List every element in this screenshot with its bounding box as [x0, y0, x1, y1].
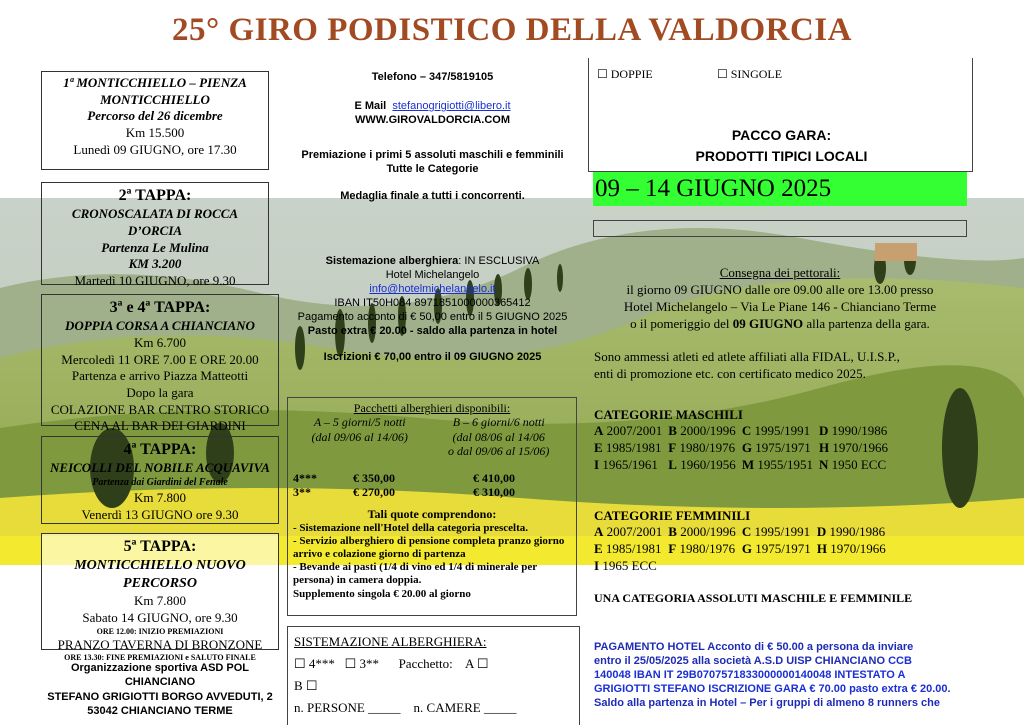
stage-4-sub: Partenza dai Giardini del Fenale: [92, 477, 228, 489]
price-row-4-a: € 350,00: [353, 470, 395, 485]
male-cat-letter: G: [741, 439, 752, 455]
stage-2-km: KM 3.200: [128, 256, 182, 272]
male-cat-years: 1985/1981: [605, 439, 662, 455]
male-cat-years: 1990/1986: [831, 423, 888, 438]
form-option-3-stars[interactable]: ☐ 3**: [344, 656, 380, 672]
hotel-form: [287, 626, 580, 725]
female-cat-letter: B: [668, 524, 677, 539]
form-title: SISTEMAZIONE ALBERGHIERA:: [294, 634, 487, 649]
includes-title: Tali quote comprendono:: [367, 507, 497, 522]
packages-title: Pacchetti alberghieri disponibili:: [353, 401, 511, 415]
payment-block: [594, 640, 1019, 710]
pacco-line1: PACCO GARA:: [731, 127, 832, 143]
male-cat-title: CATEGORIE MASCHILI: [594, 407, 743, 422]
male-cat-years: 1970/1966: [832, 439, 888, 455]
empty-box: [593, 220, 967, 237]
stage-3-heading: 3ª e 4ª TAPPA:: [109, 299, 211, 316]
male-cat-letter: H: [818, 439, 830, 455]
hotel-value: : IN ESCLUSIVA: [458, 255, 540, 267]
hotel-deposit: Pagamento acconto di € 50,00 entro il 5 GIUGNO 2025: [297, 311, 568, 324]
admission-line2: enti di promozione etc. con certificato medico 2025.: [594, 365, 866, 381]
form-option-a[interactable]: A ☐: [465, 656, 489, 672]
male-cat-letter: E: [594, 439, 603, 455]
payment-line1: PAGAMENTO HOTEL Acconto di € 50.00 a persona da inviare: [594, 641, 914, 653]
female-cat-letter: G: [741, 540, 752, 556]
stage-5-box: [41, 533, 279, 663]
org-line4: 53042 CHIANCIANO TERME: [87, 704, 233, 717]
male-cat-years: 1980/1976: [679, 439, 736, 455]
stage-2-sub: Partenza Le Mulina: [101, 239, 209, 255]
stage-1-heading: 1ª MONTICCHIELLO – PIENZA MONTICCHIELLO: [63, 75, 247, 107]
male-cat-years: 1950 ECC: [831, 456, 887, 472]
include-1: - Sistemazione nell'Hotel della categoria prescelta.: [293, 521, 529, 534]
hotel-iban: IBAN IT50H084 8971851000000365412: [334, 297, 531, 310]
hotel-email-link[interactable]: info@hotelmichelangelo.it: [369, 283, 496, 296]
stage-1-sub: Percorso del 26 dicembre: [87, 108, 223, 124]
package-a-label: A – 5 giorni/5 notti: [313, 415, 406, 430]
form-persons-field[interactable]: n. PERSONE _____: [294, 700, 401, 716]
absolute-category: UNA CATEGORIA ASSOLUTI MASCHILE E FEMMINILE: [594, 591, 913, 605]
price-row-3-a: € 270,00: [353, 484, 395, 499]
stage-3-name: DOPPIA CORSA A CHIANCIANO: [65, 318, 255, 334]
stage-3-date: Mercoledì 11 ORE 7.00 E ORE 20.00: [61, 351, 259, 367]
page-title: 25° GIRO PODISTICO DELLA VALDORCIA: [172, 12, 852, 48]
stage-3-line2: Dopo la gara: [126, 384, 194, 400]
male-cat-letter: L: [668, 456, 677, 472]
package-b-dates1: (dal 08/06 al 14/06: [452, 429, 545, 444]
stage-2-box: [41, 182, 269, 288]
payment-line3: 140048 IBAN IT 29B0707571833000000140048 INTESTATO A: [594, 669, 906, 682]
prize-line1: Premiazione i primi 5 assoluti maschili e femminili: [301, 149, 564, 162]
female-cat-years: 1995/1991: [754, 524, 811, 539]
phone-text: Telefono – 347/5819105: [371, 71, 494, 83]
female-cat-letter: I: [594, 557, 600, 573]
website-text: WWW.GIROVALDORCIA.COM: [355, 114, 510, 127]
rooms-singole-checkbox[interactable]: ☐ SINGOLE: [717, 67, 783, 81]
admission-line1: Sono ammessi atleti ed atlete affiliati alla FIDAL, U.I.S.P.,: [594, 349, 900, 364]
payment-line5: Saldo alla partenza in Hotel – Per i gruppi di almeno 8 runners che: [594, 697, 940, 710]
hotel-name: Hotel Michelangelo: [385, 269, 480, 282]
female-cat-letter: E: [594, 540, 603, 556]
stage-3-line4: CENA AL BAR DEI GIARDINI: [74, 418, 246, 434]
stage-5-heading: 5ª TAPPA:: [123, 538, 197, 555]
female-cat-years: 1980/1976: [679, 540, 736, 556]
female-cat-years: 2000/1996: [680, 524, 736, 539]
stage-3-line3: COLAZIONE BAR CENTRO STORICO: [50, 401, 270, 417]
pacco-gara-box: [588, 58, 973, 172]
male-cat-letter: I: [594, 456, 600, 472]
hotel-label: Sistemazione alberghiera: [325, 255, 459, 267]
form-option-b[interactable]: B ☐: [294, 678, 318, 694]
female-categories: [594, 508, 994, 575]
form-option-4-stars[interactable]: ☐ 4***: [294, 656, 335, 672]
stage-4-km: Km 7.800: [134, 489, 186, 505]
bib-pickup-block: [590, 265, 970, 333]
medal-text: Medaglia finale a tutti i concorrenti.: [340, 190, 525, 203]
female-cat-letter: A: [594, 524, 604, 539]
stage-4-box: [41, 436, 279, 524]
hotel-block: [290, 254, 575, 365]
stage-5-date: Sabato 14 GIUGNO, ore 9.30: [82, 609, 238, 625]
package-b-dates2: o dal 09/06 al 15/06): [448, 444, 550, 459]
hotel-extra: Pasto extra € 20.00 - saldo alla partenza in hotel: [307, 325, 558, 338]
stage-4-heading: 4ª TAPPA:: [123, 441, 197, 458]
stage-1-date: Lunedì 09 GIUGNO, ore 17.30: [73, 141, 237, 157]
bib-line2: Hotel Michelangelo – Via Le Piane 146 - Chianciano Terme: [623, 298, 937, 314]
male-cat-letter: B: [668, 423, 677, 438]
price-row-4-stars: 4***: [293, 470, 317, 485]
male-categories: [594, 407, 994, 474]
org-line1: Organizzazione sportiva ASD POL: [70, 662, 250, 674]
female-cat-years: 1985/1981: [605, 540, 662, 556]
male-cat-table: [594, 423, 894, 474]
include-3: - Bevande ai pasti (1/4 di vino ed 1/4 di minerale per persona) in camera doppia.: [293, 561, 537, 587]
male-cat-letter: F: [668, 439, 677, 455]
male-cat-letter: M: [741, 456, 755, 472]
female-cat-years: 1975/1971: [755, 540, 811, 556]
male-cat-years: 1975/1971: [755, 439, 811, 455]
female-cat-years: 2007/2001: [606, 524, 663, 539]
stage-5-note2: ORE 13.30: FINE PREMIAZIONI e SALUTO FINALE: [64, 653, 256, 663]
bib-line3c: alla partenza della gara.: [803, 315, 930, 331]
include-2: - Servizio alberghiero di pensione completa pranzo giorno arrivo e colazione giorno di partenza: [293, 534, 565, 561]
package-b-label: B – 6 giorni/6 notti: [452, 415, 545, 430]
male-cat-letter: D: [818, 423, 829, 438]
male-cat-letter: A: [594, 423, 604, 438]
stage-1-km: Km 15.500: [125, 124, 185, 140]
female-cat-letter: F: [668, 540, 677, 556]
stage-2-name: CRONOSCALATA DI ROCCA D’ORCIA: [71, 206, 239, 239]
stage-3-line1: Partenza e arrivo Piazza Matteotti: [71, 368, 249, 384]
stage-5-note1: ORE 12.00: INIZIO PREMIAZIONI: [96, 626, 224, 636]
stage-5-km: Km 7.800: [134, 593, 186, 609]
male-cat-years: 1960/1956: [680, 456, 736, 472]
packages-box: [287, 397, 577, 616]
male-cat-years: 2007/2001: [606, 423, 663, 438]
price-row-4-b: € 410,00: [473, 470, 515, 485]
package-a-dates: (dal 09/06 al 14/06): [311, 429, 408, 444]
male-cat-years: 1965/1961: [602, 456, 658, 472]
female-cat-letter: C: [741, 524, 752, 539]
stage-1-box: [41, 71, 269, 170]
male-cat-years: 1995/1991: [754, 423, 811, 438]
female-cat-years: 1970/1966: [830, 540, 886, 556]
female-cat-years: 1965 ECC: [602, 557, 657, 573]
payment-line2: entro il 25/05/2025 alla società A.S.D UISP CHIANCIANO: [594, 655, 889, 668]
form-package-label: Pacchetto:: [398, 656, 453, 672]
dates-banner: 09 – 14 GIUGNO 2025: [593, 172, 967, 206]
bib-line1: il giorno 09 GIUGNO dalle ore 09.00 alle ore 13.00 presso: [626, 281, 934, 297]
org-line2: CHIANCIANO: [124, 676, 196, 689]
stage-2-date: Martedì 10 GIUGNO, ore 9.30: [74, 272, 236, 288]
stage-5-name: MONTICCHIELLO NUOVO PERCORSO: [74, 558, 246, 592]
rooms-doppie-checkbox[interactable]: ☐ DOPPIE: [597, 67, 653, 81]
female-cat-table: [594, 524, 892, 575]
bib-line3a: o il pomeriggio del: [630, 315, 733, 331]
form-rooms-field[interactable]: n. CAMERE _____: [413, 700, 517, 716]
female-cat-letter: D: [816, 524, 827, 539]
stage-4-name: NEICOLLI DEL NOBILE ACQUAVIVA: [50, 460, 270, 476]
admission-block: [594, 349, 974, 383]
pacco-line2: PRODOTTI TIPICI LOCALI: [695, 148, 868, 164]
stage-5-lunch: PRANZO TAVERNA DI BRONZONE: [57, 636, 263, 652]
bib-title: Consegna dei pettorali:: [719, 265, 841, 280]
stage-3-box: [41, 294, 279, 434]
bib-line3b: 09 GIUGNO: [732, 315, 804, 331]
stage-3-km: Km 6.700: [134, 335, 186, 351]
stage-2-heading: 2ª TAPPA:: [118, 187, 192, 204]
supplement: Supplemento singola € 20.00 al giorno: [293, 587, 471, 600]
male-cat-letter: N: [818, 456, 829, 472]
email-link[interactable]: stefanogrigiotti@libero.it: [392, 100, 511, 113]
prize-line2: Tutte le Categorie: [386, 163, 479, 176]
female-cat-title: CATEGORIE FEMMINILI: [594, 508, 751, 523]
male-cat-years: 2000/1996: [680, 423, 736, 438]
payment-line4: GRIGIOTTI STEFANO ISCRIZIONE GARA € 70.00 pasto extra € 20.00.: [594, 683, 951, 696]
male-cat-letter: C: [741, 423, 752, 438]
organizer-block: [30, 661, 290, 718]
org-line3: STEFANO GRIGIOTTI BORGO AVVEDUTI, 2: [47, 690, 273, 703]
female-cat-years: 1990/1986: [829, 524, 886, 539]
contact-block: [290, 70, 575, 203]
payment-line2b: CCB: [888, 655, 912, 668]
price-row-3-b: € 310,00: [473, 484, 515, 499]
email-label: E Mail: [354, 100, 387, 113]
stage-4-date: Venerdì 13 GIUGNO ore 9.30: [81, 506, 239, 522]
male-cat-years: 1955/1951: [757, 456, 813, 472]
female-cat-letter: H: [816, 540, 827, 556]
registration-text: Iscrizioni € 70,00 entro il 09 GIUGNO 2025: [323, 351, 542, 364]
price-row-3-stars: 3**: [293, 484, 311, 499]
